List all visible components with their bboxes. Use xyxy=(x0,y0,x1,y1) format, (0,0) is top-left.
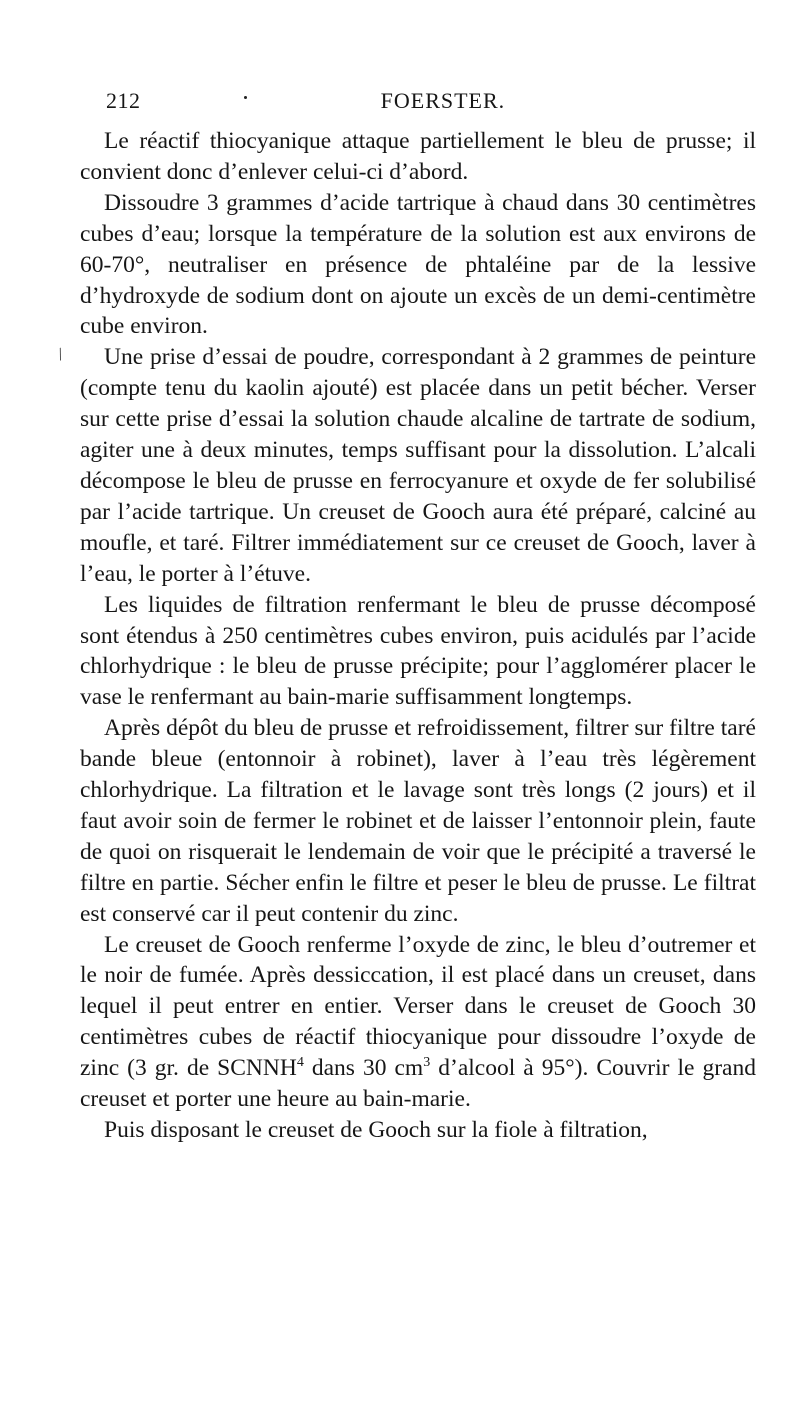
paragraph-5: Après dépôt du bleu de prusse et refroidissement, filtrer sur filtre taré bande bleue (entonnoir à robinet), laver à l’eau très légèrement chlorhydrique. La filtration et le lavage sont très longs (2 jours) et il faut avoir soin de fermer le robinet et de laisser l’entonnoir plein, faute de quoi on risquerait le lendemain de voir que le précipité a traversé le filtre en partie. Sécher enfin le filtre et peser le bleu de prusse. Le filtrat est conservé car il peut contenir du zinc. xyxy=(80,715,756,927)
margin-mark: / xyxy=(54,343,67,365)
superscript-4: 4 xyxy=(296,1055,304,1071)
superscript-3: 3 xyxy=(423,1055,431,1071)
print-speck xyxy=(244,96,247,99)
page-header xyxy=(106,88,730,122)
paragraph-1: Le réactif thiocyanique attaque partiellement le bleu de prusse; il convient donc d’enlever celui-ci d’abord. xyxy=(80,128,756,185)
paragraph-2: Dissoudre 3 grammes d’acide tartrique à chaud dans 30 centimètres cubes d’eau; lorsque la température de la solution est aux environs de 60-70°, neutraliser en présence de phtaléine par de la lessive d’hydroxyde de sodium dont on ajoute un excès de un demi-centimètre cube environ. xyxy=(80,189,756,340)
paragraph-6-part-3: d’alcool à 95°). Couvrir le grand creuset et porter une heure au bain-marie. xyxy=(80,1055,756,1113)
page-number: 212 xyxy=(106,88,141,113)
paragraph-7: Puis disposant le creuset de Gooch sur la fiole à filtration, xyxy=(104,1117,648,1143)
paragraph-6 xyxy=(80,930,756,1115)
paragraph-3: Une prise d’essai de poudre, correspondant à 2 grammes de peinture (compte tenu du kaolin ajouté) est placée dans un petit bécher. Verser sur cette prise d’essai la solution chaude alcaline de tartrate de sodium, agiter une à deux minutes, temps suffisant pour la dissolution. L’alcali décompose le bleu de prusse en ferrocyanure et oxyde de fer solubilisé par l’acide tartrique. Un creuset de Gooch aura été préparé, calciné au moufle, et taré. Filtrer immédiatement sur ce creuset de Gooch, laver à l’eau, le porter à l’étuve. xyxy=(80,344,756,587)
paragraph-4: Les liquides de filtration renfermant le bleu de prusse décomposé sont étendus à 250 centimètres cubes environ, puis acidulés par l’acide chlorhydrique : le bleu de prusse précipite; pour l’agglomérer placer le vase le renfermant au bain-marie suffisamment longtemps. xyxy=(80,591,756,711)
running-head: FOERSTER. xyxy=(380,88,506,113)
paragraph-6-part-1: Le creuset de Gooch renferme l’oxyde de zinc, le bleu d’outremer et le noir de fumée. Après dessiccation, il est placé dans un creuset, dans lequel il peut entrer en entier. Verser dans le creuset de Gooch 30 centimètres cubes de réactif thiocyanique pour dissoudre l’oxyde de zinc (3 gr. de SCNNH xyxy=(80,931,756,1082)
paragraph-6-part-2: dans 30 cm xyxy=(303,1055,424,1082)
page-body xyxy=(80,126,756,1146)
